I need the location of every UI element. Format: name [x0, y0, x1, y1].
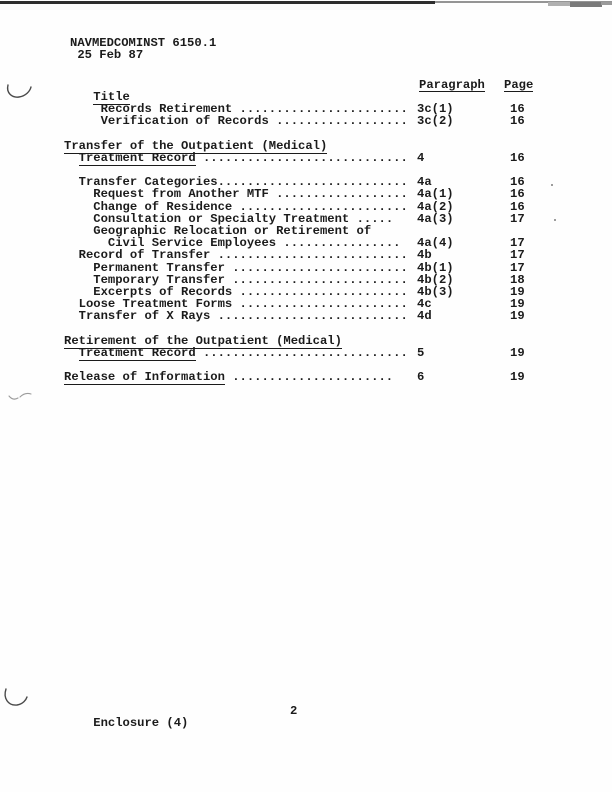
scan-edge-dash: [548, 2, 570, 6]
toc-row: [64, 347, 584, 359]
toc-row-paragraph-ref: 4c: [417, 297, 432, 312]
toc-row-page-number: 19: [510, 346, 525, 360]
toc-list: [64, 103, 584, 403]
toc-row-page-number: 17: [510, 260, 525, 275]
toc-row-paragraph-ref: 4a(2): [417, 199, 454, 214]
toc-row-title: Release of Information: [64, 370, 225, 385]
toc-row-paragraph-ref: 4d: [417, 309, 432, 324]
toc-row-page-number: 17: [510, 236, 525, 251]
toc-row-text: Records Retirement .......................: [100, 102, 408, 116]
toc-row-title: Records Retirement: [100, 102, 233, 116]
toc-row-page-number: 18: [510, 272, 525, 287]
toc-row-paragraph-ref: 3c(2): [417, 114, 454, 129]
toc-row-page-number: 19: [510, 297, 525, 312]
column-heading-paragraph: Paragraph: [419, 78, 485, 92]
toc-row-text: Treatment Record ............................: [78, 346, 408, 360]
toc-row-page-number: 16: [510, 114, 525, 129]
toc-row-text: Temporary Transfer ........................: [93, 272, 408, 287]
toc-row-text: Transfer of X Rays ..........................: [78, 309, 408, 324]
toc-row-title: Record of Transfer: [78, 248, 211, 263]
toc-row-paragraph-ref: 6: [417, 370, 425, 385]
toc-row-text: Permanent Transfer ........................: [93, 260, 408, 275]
pen-mark-icon: [2, 686, 32, 710]
toc-row-paragraph-ref: 4b(1): [417, 260, 454, 275]
toc-row-title: Consultation or Specialty Treatment: [93, 211, 350, 226]
toc-row-page-number: 19: [510, 309, 525, 324]
toc-row-text: Civil Service Employees ................: [107, 236, 401, 251]
toc-row: [64, 152, 584, 164]
toc-row-text: Record of Transfer ..........................: [78, 248, 408, 263]
toc-row-text: Release of Information ......................: [64, 370, 394, 385]
toc-row-text: Loose Treatment Forms .......................: [78, 297, 408, 312]
toc-row-text: Consultation or Specialty Treatment .....: [93, 211, 394, 226]
toc-row-title: Loose Treatment Forms: [78, 297, 233, 312]
toc-row-title: Transfer of the Outpatient (Medical): [64, 138, 328, 153]
toc-row-page-number: 17: [510, 211, 525, 226]
toc-row-text: Request from Another MTF ..................: [93, 187, 408, 202]
toc-row-paragraph-ref: 4a(1): [417, 187, 454, 202]
toc-row-page-number: 16: [510, 199, 525, 214]
scan-edge-line-dark: [0, 1, 435, 4]
toc-row-title: Transfer of X Rays: [78, 309, 211, 324]
toc-row-page-number: 16: [510, 187, 525, 202]
pen-mark-icon: [6, 388, 38, 404]
toc-row-title: Treatment Record: [78, 150, 196, 165]
toc-row-text: Change of Residence .......................: [93, 199, 408, 214]
document-id: NAVMEDCOMINST 6150.1: [70, 36, 217, 50]
toc-row-title: Change of Residence: [93, 199, 233, 214]
toc-row: [64, 115, 584, 127]
document-date: 25 Feb 87: [70, 48, 144, 62]
column-heading-title: Title: [93, 90, 130, 105]
toc-row-title: Transfer Categories: [78, 175, 218, 190]
column-headings: [64, 78, 584, 105]
toc-row-paragraph-ref: 4: [417, 150, 425, 165]
toc-row-title: Temporary Transfer: [93, 272, 225, 287]
toc-row-page-number: 17: [510, 248, 525, 263]
toc-row-title: Excerpts of Records: [93, 285, 233, 299]
toc-row-text: Verification of Records ..................: [100, 114, 408, 129]
toc-row-title: Civil Service Employees: [107, 236, 277, 251]
toc-row-paragraph-ref: 4b(2): [417, 272, 454, 287]
enclosure-label: Enclosure (4): [93, 716, 189, 731]
page-footer: [64, 704, 464, 731]
toc-row: [64, 310, 584, 322]
toc-row-title: Request from Another MTF: [93, 187, 269, 202]
toc-row-title: Geographic Relocation or Retirement of: [93, 224, 372, 238]
toc-row-page-number: 16: [510, 150, 525, 165]
toc-row-title: Permanent Transfer: [93, 260, 225, 275]
toc-row-page-number: 19: [510, 370, 525, 385]
toc-row-paragraph-ref: 3c(1): [417, 102, 454, 116]
toc-row-paragraph-ref: 4a(3): [417, 211, 454, 226]
toc-row: [64, 371, 584, 383]
toc-row-page-number: 16: [510, 175, 525, 190]
column-heading-page: Page: [504, 78, 534, 92]
toc-row-title: Retirement of the Outpatient (Medical): [64, 333, 342, 348]
toc-row-paragraph-ref: 4b: [417, 248, 432, 263]
scan-edge-dash: [570, 2, 602, 7]
toc-row-page-number: 16: [510, 102, 525, 116]
pen-mark-icon: [4, 80, 36, 102]
scan-edge-dash: [601, 2, 612, 5]
toc-row-page-number: 19: [510, 285, 525, 299]
toc-row-paragraph-ref: 4a: [417, 175, 432, 190]
toc-row-text: Excerpts of Records .......................: [93, 285, 408, 299]
toc-row-title: Treatment Record: [78, 346, 196, 360]
toc-row-paragraph-ref: 4b(3): [417, 285, 454, 299]
toc-row-text: Treatment Record ............................: [78, 150, 408, 165]
toc-row-paragraph-ref: 4a(4): [417, 236, 454, 251]
page-number: 2: [290, 704, 298, 718]
toc-row-paragraph-ref: 5: [417, 346, 425, 360]
toc-row-text: Transfer Categories..........................: [78, 175, 408, 190]
toc-row-title: Verification of Records: [100, 114, 269, 129]
